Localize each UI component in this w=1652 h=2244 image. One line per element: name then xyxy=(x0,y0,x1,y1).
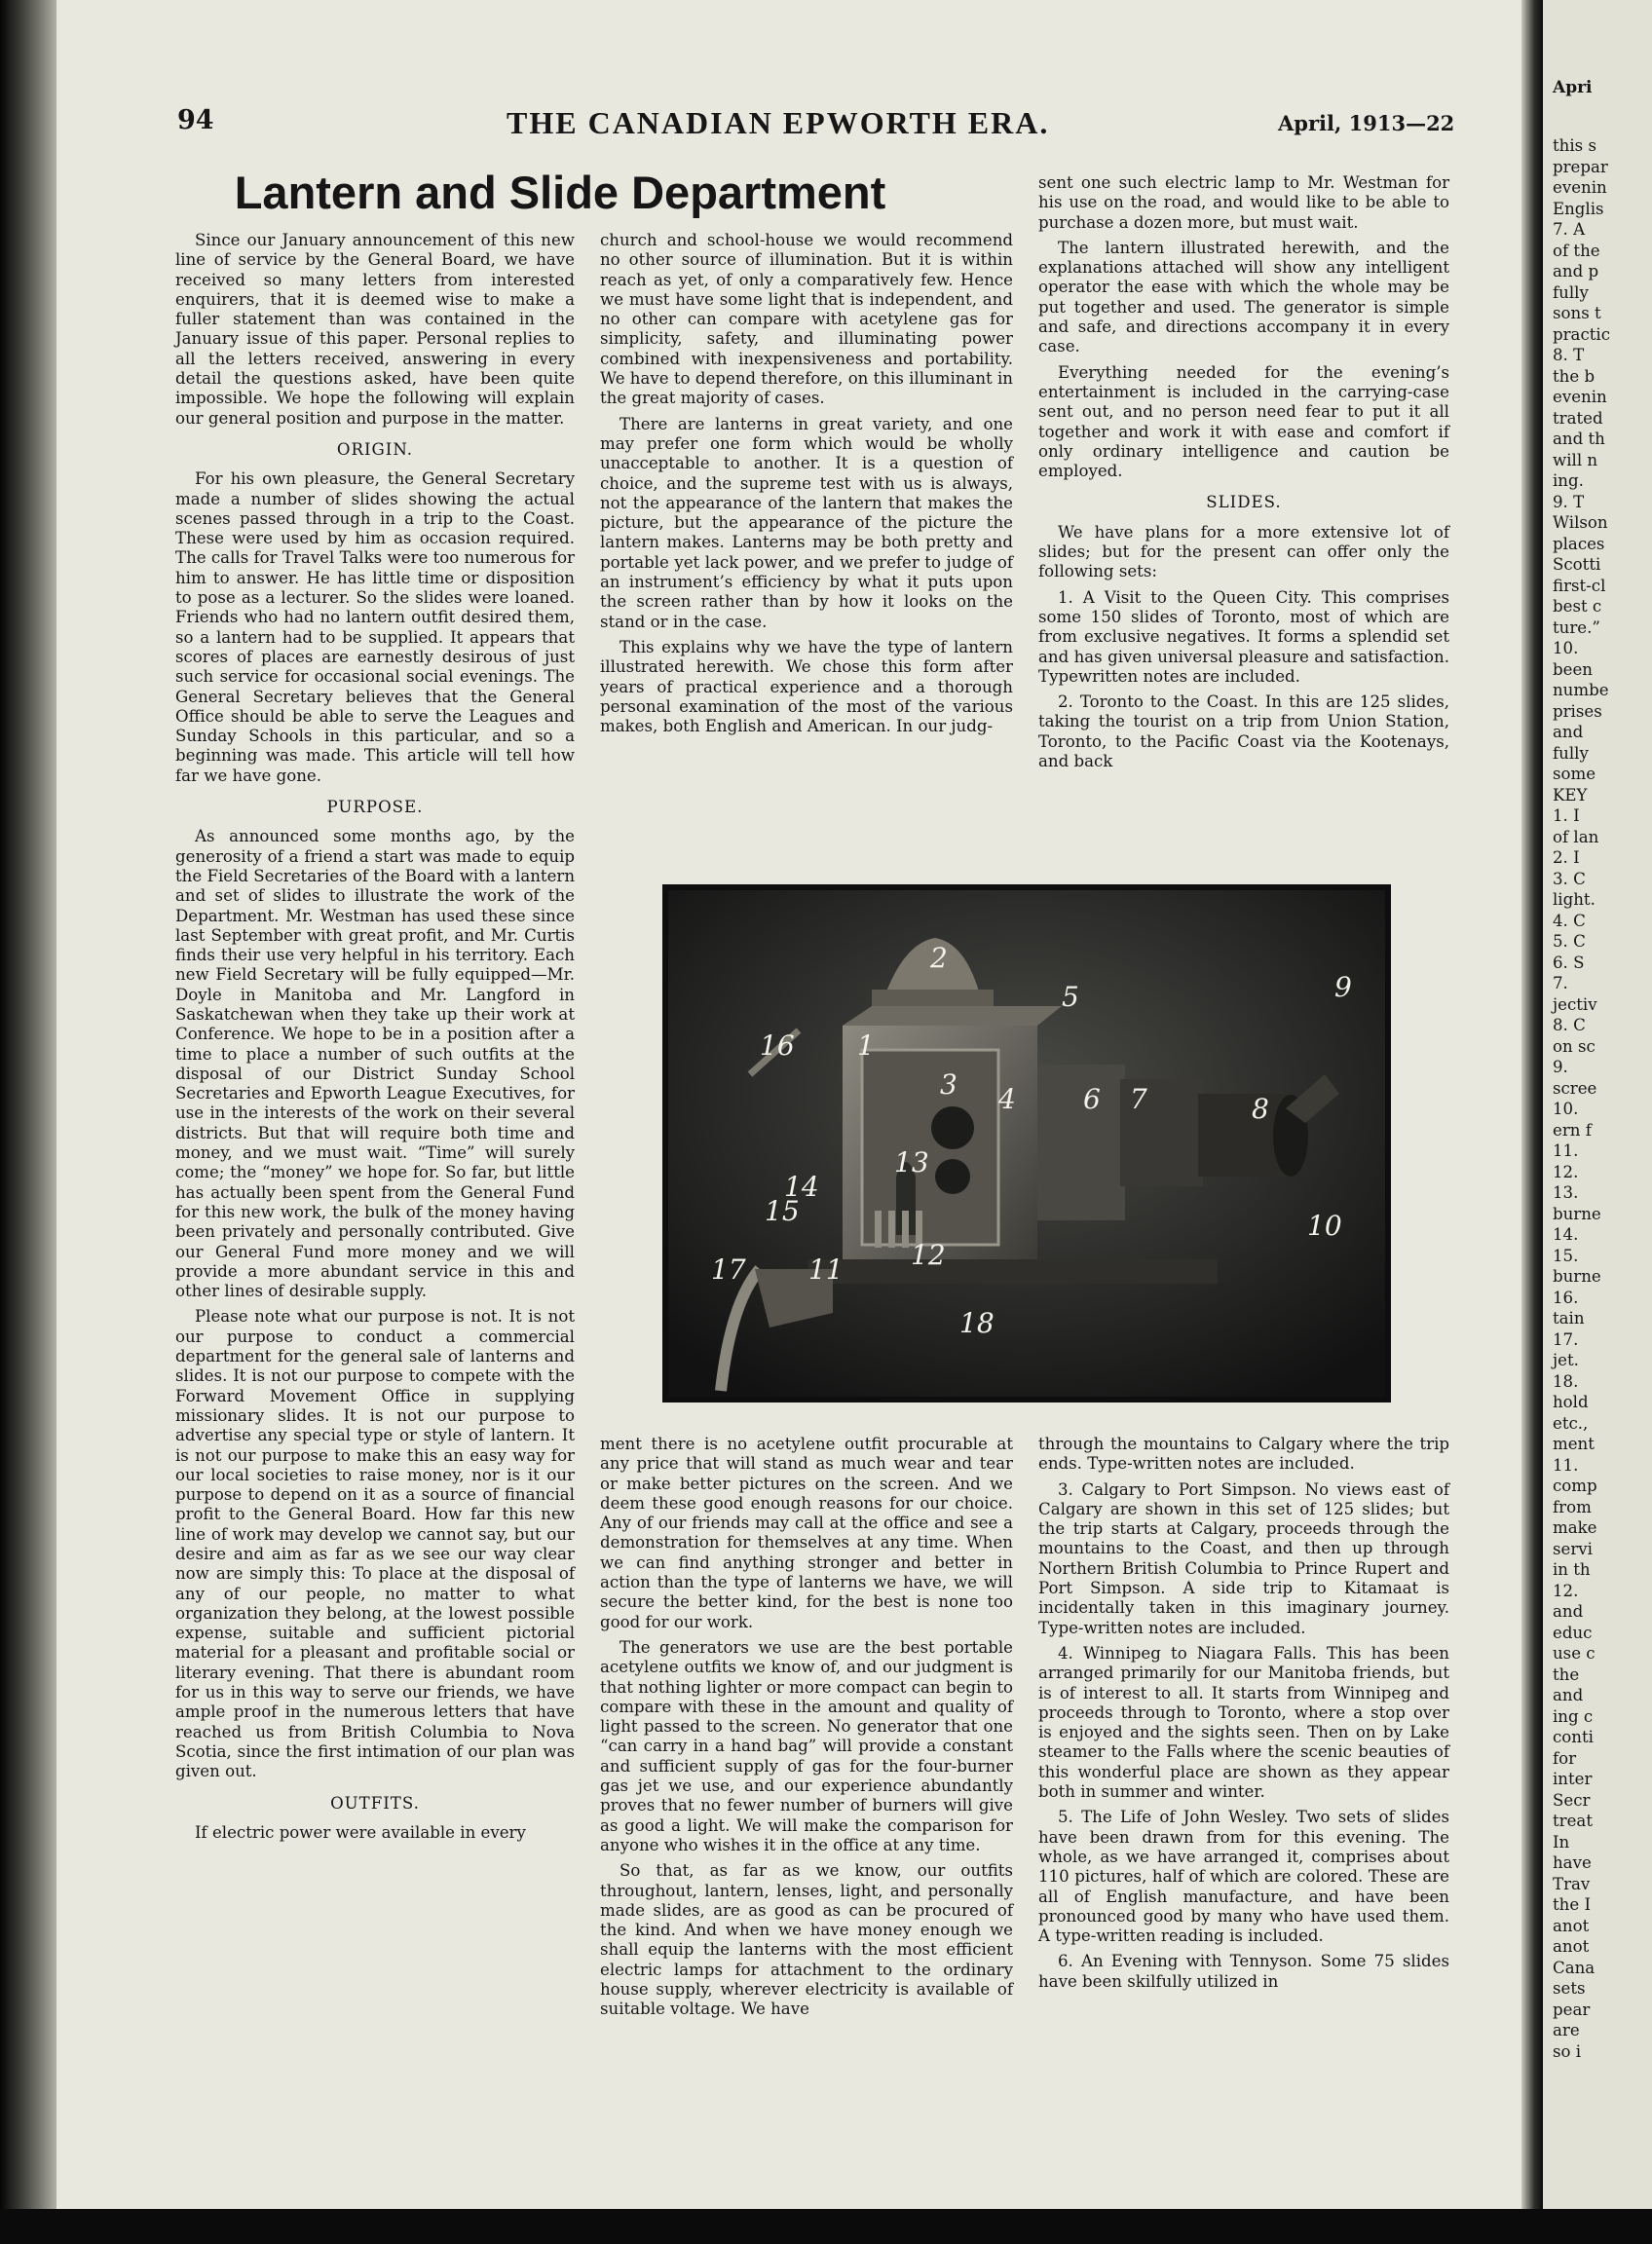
paragraph: If electric power were available in every xyxy=(195,1822,526,1842)
right-page-line: for xyxy=(1553,1748,1577,1768)
photo-label: 1 xyxy=(857,1029,875,1062)
lantern-illustration xyxy=(662,884,1391,1402)
issue-date: April, 1913—22 xyxy=(1278,111,1455,135)
right-page-line: places xyxy=(1553,534,1605,553)
photo-label: 4 xyxy=(998,1083,1016,1115)
right-page-line: so i xyxy=(1553,2041,1582,2061)
right-page-line: fully xyxy=(1553,743,1589,763)
photo-label: 18 xyxy=(959,1307,995,1339)
right-page-line: the I xyxy=(1553,1895,1592,1914)
right-page-line: and th xyxy=(1553,430,1605,448)
right-page-line: 5. C xyxy=(1553,932,1586,951)
right-page-line: and xyxy=(1553,1686,1584,1704)
section-heading: OUTFITS. xyxy=(330,1793,420,1813)
paragraph: 2. Toronto to the Coast. In this are 125 slides, taking the tourist on a trip from Union Station, Toronto, to the Pacific Coast via the Kootenays, and back xyxy=(1038,692,1449,771)
photo-label: 10 xyxy=(1307,1210,1342,1242)
right-page-line: 10. xyxy=(1553,1100,1579,1118)
right-page-line: evenin xyxy=(1553,388,1607,406)
lantern-door xyxy=(862,1050,998,1245)
photo-label: 7 xyxy=(1130,1083,1147,1115)
right-page-line: 7. xyxy=(1553,974,1568,992)
photo-label: 16 xyxy=(760,1029,795,1062)
paragraph: 6. An Evening with Tennyson. Some 75 slides have been skilfully utilized in xyxy=(1038,1952,1449,1991)
right-page-line: best c xyxy=(1553,597,1602,616)
paragraph: The generators we use are the best portable acetylene outfits we know of, and our judgment is that nothing lighter or more compact can begin to compare with these in the amount and quality of light passed to the screen. No generator that one “can carry in a hand bag” will provide a constant and sufficient supply of gas for the four-burner gas jet we use, and our experience abundantly proves that no fewer number of burners will give as good a light. We will make the comparison for anyone who wishes it in the office at any time. xyxy=(600,1637,1013,1854)
scan-bottom-strip xyxy=(0,2209,1652,2244)
paragraph: through the mountains to Calgary where the trip ends. Type-written notes are included. xyxy=(1038,1435,1449,1474)
right-page-line: 18. xyxy=(1553,1371,1579,1391)
paragraph: The lantern illustrated herewith, and the explanations attached will show any intelligent operator the ease with which the whole may be put together and used. The generator is simple and safe, and directions accompany it in every case. xyxy=(1038,238,1449,356)
column-3-lower xyxy=(1038,1435,1449,1998)
right-page-line: anot xyxy=(1553,1916,1590,1935)
right-page-line: the xyxy=(1553,1664,1580,1684)
section-heading: PURPOSE. xyxy=(326,798,424,817)
paragraph: For his own pleasure, the General Secretary made a number of slides showing the actual scenes passed through in a trip to the Coast. These were used by him as occasion required. The calls for Travel Talks were too numerous for him to answer. He has little time or disposition to pose as a lecturer. So the slides were loaned. Friends who had no lantern outfit desired them, so a lantern had to be supplied. It appears that scores of places are earnestly desirous of just such service for occasional social evenings. The General Secretary believes that the General Office should be able to serve the Leagues and Sunday Schools in this particular, and so a beginning was made. This article will tell how far we have gone. xyxy=(175,469,575,785)
paragraph: Please note what our purpose is not. It is not our purpose to conduct a commercial department for the general sale of lanterns and slides. It is not our purpose to compete with the Forward Movement Office in supplying missionary slides. It is not our purpose to advertise any special type or style of lantern. It is not our purpose to make this an easy way for our local societies to raise money, nor is it our purpose to depend on it as a source of financial profit to the General Board. How far this new line of work may develop we cannot say, but our desire and aim as far as we see our way clear now are simply this: To place at the disposal of any of our people, no matter to what organization they belong, at the lowest possible expense, suitable and sufficient pictorial material for a pleasant and profitable social or literary evening. That there is abundant room for us in this way to serve our friends, we have ample proof in the numerous letters that have reached us from British Columbia to Nova Scotia, since the first intimation of our plan was given out. xyxy=(175,1307,575,1781)
right-page-edge xyxy=(1543,0,1652,2244)
right-page-line: prepar xyxy=(1553,157,1608,176)
right-page-line: some xyxy=(1553,765,1596,783)
right-page-line: treat xyxy=(1553,1812,1593,1830)
photo-label: 14 xyxy=(784,1171,819,1203)
paragraph: Since our January announcement of this new line of service by the General Board, we have received so many letters from interested enquirers, that it is deemed wise to make a fuller statement than was contained in the January issue of this paper. Personal replies to all the letters received, answering in every detail the questions asked, have been quite impossible. We hope the following will explain our general position and purpose in the matter. xyxy=(175,231,575,428)
right-page-line: KEY xyxy=(1553,785,1588,804)
section-heading: SLIDES. xyxy=(1206,493,1282,512)
right-page-line: In xyxy=(1553,1832,1570,1851)
right-page-line: numbe xyxy=(1553,681,1609,699)
paragraph: There are lanterns in great variety, and one may prefer one form which would be wholly unacceptable to another. It is a question of choice, and the supreme test with us is always, not the appearance of the lantern that makes the picture, but the appearance of the picture the lantern makes. Lanterns may be both pretty and portable yet lack power, and we prefer to judge of an instrument’s efficiency by what it puts upon the screen rather than by how it looks on the stand or in the case. xyxy=(600,414,1013,631)
photo-label: 5 xyxy=(1062,981,1079,1013)
right-page-line: light. xyxy=(1553,890,1596,909)
right-page-line: practic xyxy=(1553,324,1611,344)
paragraph: sent one such electric lamp to Mr. Westman for his use on the road, and would like to be able to purchase a dozen more, but must wait. xyxy=(1038,173,1449,232)
book-spine xyxy=(0,0,58,2244)
right-page-line: 6. S xyxy=(1553,953,1585,972)
paragraph: So that, as far as we know, our outfits throughout, lantern, lenses, light, and personally made slides, are as good as can be procured of the kind. And when we have money enough we shall equip the lanterns with the most efficient electric lamps for attachment to the ordinary house supply, wherever electricity is available of suitable voltage. We have xyxy=(600,1861,1013,2019)
photo-label: 3 xyxy=(940,1068,957,1101)
photo-label: 9 xyxy=(1334,971,1352,1003)
right-page-line: trated xyxy=(1553,408,1603,428)
right-page-line: 1. I xyxy=(1553,806,1580,825)
right-page-line: ing c xyxy=(1553,1706,1594,1726)
lantern-photograph xyxy=(662,884,1391,1402)
right-page-line: first-cl xyxy=(1553,576,1606,595)
lantern-bellows xyxy=(1037,1065,1125,1220)
photo-label: 8 xyxy=(1252,1093,1269,1125)
photo-label: 6 xyxy=(1083,1083,1101,1115)
right-page-line: and xyxy=(1553,1602,1584,1621)
right-page-line: Wilson xyxy=(1553,513,1608,532)
right-page-line: 10. xyxy=(1553,639,1579,657)
right-page-line: pear xyxy=(1553,2000,1591,2019)
right-page-line: Secr xyxy=(1553,1790,1591,1810)
journal-title: THE CANADIAN EPWORTH ERA. xyxy=(507,105,1050,140)
right-page-line: and p xyxy=(1553,262,1599,280)
right-page-line: comp xyxy=(1553,1477,1597,1495)
right-page-line: 11. xyxy=(1553,1141,1579,1160)
right-page-line: 14. xyxy=(1553,1225,1579,1244)
right-page-line: inter xyxy=(1553,1770,1593,1788)
paragraph: Everything needed for the evening’s entertainment is included in the carrying-case sent out, and no person need fear to put it all together and work it with ease and comfort if only ordinary intelligence and caution be employed. xyxy=(1038,362,1449,481)
right-page-line: ture.” xyxy=(1553,617,1600,637)
column-2-lower xyxy=(600,1435,1013,2026)
paragraph: As announced some months ago, by the generosity of a friend a start was made to equip the Field Secretaries of the Board with a lantern and set of slides to illustrate the work of the Department. Mr. Westman has used these since last September with great profit, and Mr. Curtis finds their use very helpful in his territory. Each new Field Secretary will be fully equipped—Mr. Doyle in Manitoba and Mr. Langford in Saskatchewan when they take up their work at Conference. We hope to be in a position after a time to place a number of such outfits at the disposal of our District Sunday School Secretaries and Epworth League Executives, for use in the interests of the work on their several districts. But that will require both time and money, and we must wait. “Time” will surely come; the “money” we hope for. So far, but little has actually been spent from the General Fund for this new work, the bulk of the money having been privately and personally contributed. Give our General Fund more money and we will provide a more abundant service in this and other lines of desirable supply. xyxy=(175,827,576,1301)
paragraph: 4. Winnipeg to Niagara Falls. This has been arranged primarily for our Manitoba friends, but is of interest to all. It starts from Winnipeg and proceeds through to Toronto, where a stop over is enjoyed and the sights seen. Then on by Lake steamer to the Falls where the scenic beauties of this wonderful place are shown as they appear both in summer and winter. xyxy=(1038,1643,1449,1802)
right-page-line: anot xyxy=(1553,1937,1590,1956)
right-page-line: of lan xyxy=(1553,827,1599,846)
right-page-line: Cana xyxy=(1553,1958,1596,1977)
right-page-line: conti xyxy=(1553,1728,1594,1746)
right-page-line: ing. xyxy=(1553,471,1584,490)
right-page-line: servi xyxy=(1553,1539,1593,1558)
right-page-line: 12. xyxy=(1553,1581,1579,1600)
right-page-line: will n xyxy=(1553,450,1598,469)
right-page-line: of the xyxy=(1553,241,1600,260)
right-page-line: Trav xyxy=(1553,1874,1591,1893)
section-heading: ORIGIN. xyxy=(336,439,414,459)
right-page-line: burne xyxy=(1553,1204,1601,1223)
photo-label: 2 xyxy=(930,942,948,974)
right-page-line: sets xyxy=(1553,1979,1586,1998)
right-page-line: etc., xyxy=(1553,1413,1589,1433)
right-page-line: tain xyxy=(1553,1309,1585,1328)
right-page-line: 8. C xyxy=(1553,1016,1586,1034)
right-page-line: 7. A xyxy=(1553,220,1586,239)
right-page-line: ern f xyxy=(1553,1120,1592,1140)
photo-label: 11 xyxy=(808,1253,844,1286)
right-page-line: evenin xyxy=(1553,178,1607,197)
right-page-line: 13. xyxy=(1553,1183,1579,1202)
photo-label: 13 xyxy=(894,1146,929,1178)
right-page-line: 9. xyxy=(1553,1058,1568,1076)
right-page-line: are xyxy=(1553,2021,1580,2039)
right-page-line: 15. xyxy=(1553,1246,1579,1265)
lantern-top xyxy=(843,1006,1062,1026)
photo-label: 15 xyxy=(765,1195,800,1227)
right-page-line: and xyxy=(1553,723,1584,741)
photo-label: 17 xyxy=(711,1253,746,1286)
right-page-line: from xyxy=(1553,1497,1592,1516)
right-page-line: prises xyxy=(1553,701,1602,721)
right-page-line: Englis xyxy=(1553,199,1604,218)
right-page-header: Apri xyxy=(1553,78,1593,97)
right-page-line: on sc xyxy=(1553,1036,1596,1056)
paragraph: We have plans for a more extensive lot of slides; but for the present can offer only the following sets: xyxy=(1038,522,1449,581)
right-page-line: ment xyxy=(1553,1435,1595,1453)
paragraph: 5. The Life of John Wesley. Two sets of slides have been drawn from for this evening. The whole, as we have arranged it, comprises about 110 pictures, half of which are colored. These are all of English manufacture, and have been pronounced good by many who have used them. A type-written reading is included. xyxy=(1038,1808,1449,1946)
paragraph: This explains why we have the type of lantern illustrated herewith. We chose this form after years of practical experience and a thorough personal examination of the most of the various makes, both English and American. In our judg- xyxy=(600,637,1013,736)
right-page-line: Scotti xyxy=(1553,555,1601,574)
right-page-line: been xyxy=(1553,659,1593,679)
right-page-line: 2. I xyxy=(1553,848,1580,867)
lantern-window-upper xyxy=(931,1106,974,1149)
right-page-line: use c xyxy=(1553,1644,1596,1663)
right-page-line: jet. xyxy=(1553,1351,1579,1369)
column-2 xyxy=(600,231,1013,742)
right-page-line: jectiv xyxy=(1553,994,1597,1014)
right-page-line: make xyxy=(1553,1518,1597,1537)
photo-label: 12 xyxy=(911,1239,946,1271)
lantern-window-lower xyxy=(935,1159,970,1194)
right-page-line: 8. T xyxy=(1553,346,1585,364)
article-title: Lantern and Slide Department xyxy=(234,167,886,218)
page-number: 94 xyxy=(177,105,214,135)
column-3 xyxy=(1038,173,1449,777)
right-page-line: burne xyxy=(1553,1267,1601,1286)
paragraph: 3. Calgary to Port Simpson. No views east of Calgary are shown in this set of 125 slides; but the trip starts at Calgary, proceeds through the mountains to the Coast, and then up through Northern British Columbia to Prince Rupert and Port Simpson. A side trip to Kitamaat is incidentally taken in this imaginary journey. Type-written notes are included. xyxy=(1038,1479,1449,1637)
right-page-line: educ xyxy=(1553,1623,1593,1642)
right-page-line: have xyxy=(1553,1853,1592,1872)
right-page-line: sons t xyxy=(1553,304,1601,322)
right-page-line: this s xyxy=(1553,136,1596,155)
column-1 xyxy=(175,231,575,1849)
right-page-line: fully xyxy=(1553,282,1589,302)
right-page-line: 11. xyxy=(1553,1455,1579,1475)
paragraph: church and school-house we would recommend no other source of illumination. But it is within reach as yet, of only a comparatively few. Hence we must have some light that is independent, and no other can compare with acetylene gas for simplicity, safety, and illuminating power combined with inexpensiveness and portability. We have to depend therefore, on this illuminant in the great majority of cases. xyxy=(600,231,1013,408)
right-page-line: 17. xyxy=(1553,1329,1579,1349)
lantern-baseboard xyxy=(808,1259,1218,1284)
right-page-line: the b xyxy=(1553,366,1596,386)
right-page-line: hold xyxy=(1553,1393,1589,1411)
right-page-line: 3. C xyxy=(1553,869,1586,888)
right-page-line: scree xyxy=(1553,1078,1597,1098)
paragraph: ment there is no acetylene outfit procurable at any price that will stand as much wear and tear or make better pictures on the screen. And we deem these good enough reasons for our choice. Any of our friends may call at the office and see a demonstration for themselves at any time. When we can find anything stronger and better in action than the type of lanterns we have, we will secure the better kind, for the best is none too good for our work. xyxy=(600,1435,1013,1631)
page-gutter xyxy=(1521,0,1543,2244)
right-page-line: 12. xyxy=(1553,1162,1579,1181)
right-page-line: 9. T xyxy=(1553,492,1585,511)
right-page-line: 16. xyxy=(1553,1288,1579,1307)
right-page-line: 4. C xyxy=(1553,911,1586,930)
right-page-line: in th xyxy=(1553,1560,1591,1579)
paragraph: 1. A Visit to the Queen City. This comprises some 150 slides of Toronto, most of which are from exclusive negatives. It forms a splendid set and has given universal pleasure and satisfaction. Typewritten notes are included. xyxy=(1038,587,1449,686)
